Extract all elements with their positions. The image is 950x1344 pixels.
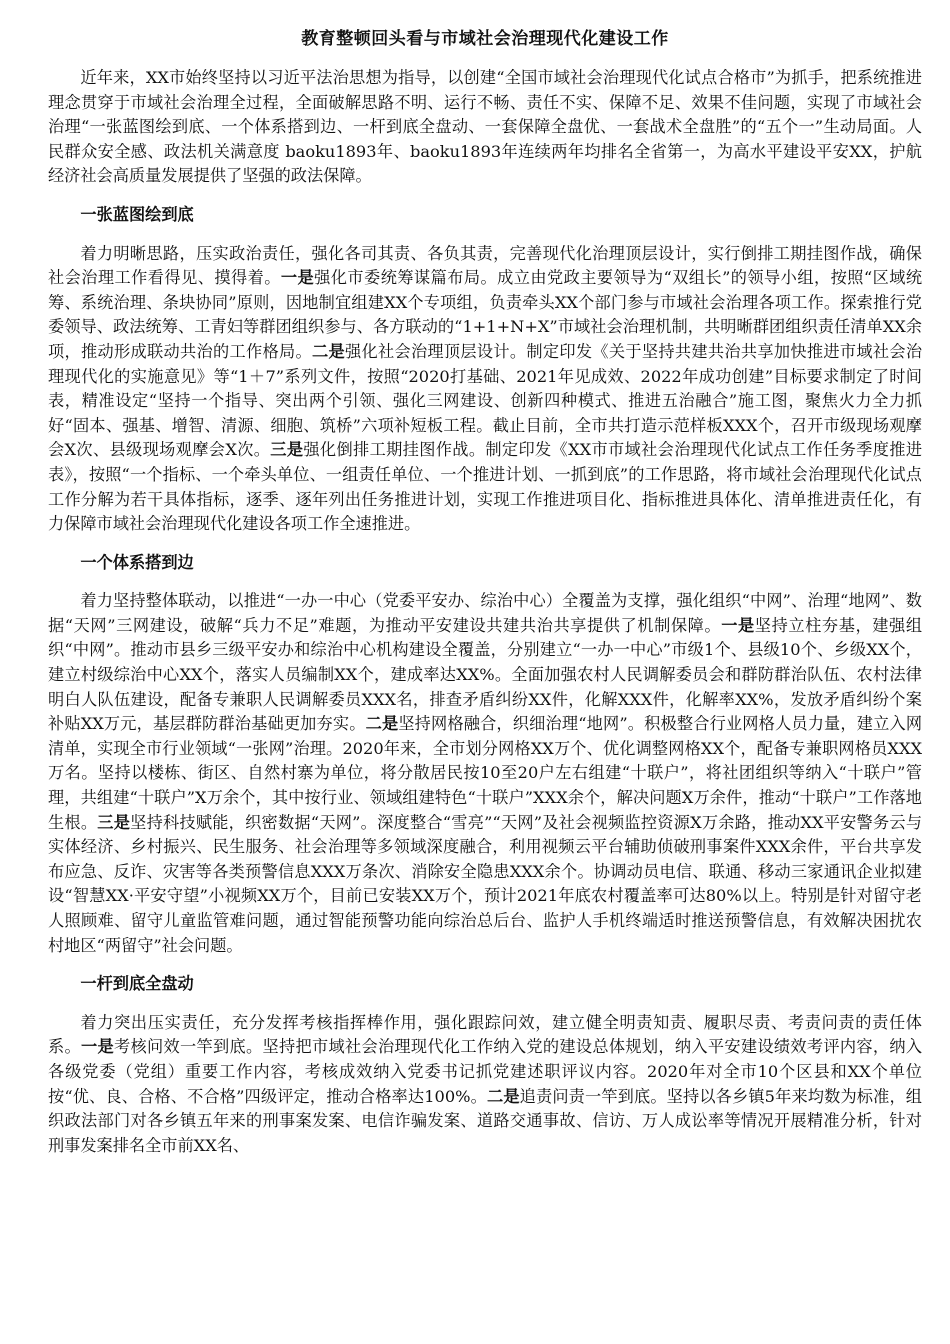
intro-paragraph: 近年来，XX市始终坚持以习近平法治思想为指导，以创建“全国市域社会治理现代化试点合格市”为抓手，把系统推进理念贯穿于市域社会治理全过程，全面破解思路不明、运行不畅、责任不实、保障不足、效果不佳问题，实现了市域社会治理“一张蓝图绘到底、一个体系搭到边、一杆到底全盘动、一套保障全盘优、一套战术全盘胜”的“五个一”生动局面。人民群众安全感、政法机关满意度 baoku1893年、baoku1893年连续两年均排名全省第一，为高水平建设平安XX，护航经济社会高质量发展提供了坚强的政法保障。 bbox=[48, 68, 922, 186]
item-marker: 二是 bbox=[311, 341, 345, 361]
section-paragraph bbox=[48, 1011, 922, 1159]
document-sections bbox=[48, 203, 922, 1158]
section-heading: 一张蓝图绘到底 bbox=[80, 204, 194, 224]
item-marker: 二是 bbox=[365, 714, 399, 734]
paragraph-text: 坚持网格融合，织细治理“地网”。积极整合行业网格人员力量，建立入网清单，实现全市行业领域“一张网”治理。2020年来，全市划分网格XX万个、优化调整网格XX个，配备专兼职网格员XXX万名。坚持以楼栋、街区、自然村寨为单位，将分散居民按10至20户左右组建“十联户”，将社团组织等纳入“十联户”管理，共组建“十联户”X万余个，其中按行业、领域组建特色“十联户”XXX余个，解决问题X万余件，推动“十联户”工作落地生根。 bbox=[48, 714, 923, 832]
paragraph-text: 追责问责一竿到底。坚持以各乡镇5年来均数为标准，组织政法部门对各乡镇五年来的刑事案发案、电信诈骗发案、道路交通事故、信访、万人成讼率等情况开展精准分析，针对刑事发案排名全市前XX名、 bbox=[48, 1086, 922, 1155]
section-paragraph bbox=[48, 589, 922, 958]
item-marker: 二是 bbox=[486, 1086, 520, 1106]
document-page bbox=[48, 0, 922, 1158]
item-marker: 三是 bbox=[97, 812, 131, 832]
section-paragraph bbox=[48, 242, 922, 537]
item-marker: 一是 bbox=[81, 1037, 114, 1057]
paragraph-text: 坚持科技赋能，织密数据“天网”。深度整合“雪亮”“天网”及社会视频监控资源X万余路，推动XX平安警务云与实体经济、乡村振兴、民生服务、社会治理等多领域深度融合，利用视频云平台辅助侦破刑事案件XXX余件，平台共享发布应急、反诈、灾害等各类预警信息XXX万条次、消除安全隐患XXX余个。协调动员电信、联通、移动三家通讯企业拟建设“智慧XX·平安守望”小视频XX万个，目前已安装XX万个，预计2021年底农村覆盖率可达80%以上。特别是针对留守老人照顾难、留守儿童监管难问题，通过智能预警功能向综治总后台、监护人手机终端适时推送预警信息，有效解决困扰农村地区“两留守”社会问题。 bbox=[48, 812, 923, 955]
section-heading: 一个体系搭到边 bbox=[80, 552, 194, 572]
document-title: 教育整顿回头看与市域社会治理现代化建设工作 bbox=[301, 29, 669, 49]
paragraph-text: 着力坚持整体联动，以推进“一办一中心（党委平安办、综治中心）全覆盖为支撑，强化组织“中网”、治理“地网”、数据“天网”三网建设，破解“兵力不足”难题，为推动平安建设共建共治共享提供了机制保障。 bbox=[48, 591, 922, 635]
paragraph-text: 着力明晰思路，压实政治责任，强化各司其责、各负其责，完善现代化治理顶层设计，实行倒排工期挂图作战，确保社会治理工作看得见、摸得着。 bbox=[48, 243, 922, 288]
paragraph-text: 着力突出压实责任，充分发挥考核指挥棒作用，强化跟踪问效，建立健全明责知责、履职尽责、考责问责的责任体系。 bbox=[48, 1012, 922, 1057]
paragraph-text: 强化倒排工期挂图作战。制定印发《XX市市域社会治理现代化试点工作任务季度推进表》，按照“一个指标、一个牵头单位、一组责任单位、一个推进计划、一抓到底”的工作思路，将市域社会治理现代化试点工作分解为若干具体指标，逐季、逐年列出任务推进计划，实现工作推进项目化、指标推进具体化、清单推进责任化，有力保障市域社会治理现代化建设各项工作全速推进。 bbox=[48, 440, 923, 534]
item-marker: 三是 bbox=[270, 440, 304, 460]
item-marker: 一是 bbox=[721, 615, 755, 635]
item-marker: 一是 bbox=[280, 268, 315, 288]
paragraph-text: 强化社会治理顶层设计。制定印发《关于坚持共建共治共享加快推进市域社会治理现代化的实施意见》等“1＋7”系列文件，按照“2020打基础、2021年见成效、2022年成功创建”目标要求制定了时间表，精准设定“坚持一个指导、突出两个引领、强化三网建设、创新四种模式、推进五治融合”施工图，聚焦火力全力抓好“固本、强基、增智、清源、细胞、筑桥”六项补短板工程。截止目前，全市共打造示范样板XXX个，召开市级现场观摩会X次、县级现场观摩会X次。 bbox=[48, 341, 923, 460]
section-heading: 一杆到底全盘动 bbox=[80, 974, 194, 994]
paragraph-text: 考核问效一竿到底。坚持把市域社会治理现代化工作纳入党的建设总体规划，纳入平安建设绩效考评内容，纳入各级党委（党组）重要工作内容，考核成效纳入党委书记抓党建述职评议内容。2020年对全市10个区县和XX个单位按“优、良、合格、不合格”四级评定，推动合格率达100%。 bbox=[48, 1037, 923, 1106]
paragraph-text: 强化市委统筹谋篇布局。成立由党政主要领导为“双组长”的领导小组，按照“区域统筹、系统治理、条块协同”原则，因地制宜组建XX个专项组，负责牵头XX个部门参与市域社会治理各项工作。探索推行党委领导、政法统筹、工青妇等群团组织参与、各方联动的“1+1+N+X”市域社会治理机制，共明晰群团组织责任清单XX余项，推动形成联动共治的工作格局。 bbox=[48, 268, 923, 361]
paragraph-text: 坚持立柱夯基，建强组织“中网”。推动市县乡三级平安办和综治中心机构建设全覆盖，分别建立“一办一中心”市级1个、县级10个、乡级XX个，建立村级综治中心XX个，落实人员编制XX个，建成率达XX%。全面加强农村人民调解委员会和群防群治队伍、农村法律明白人队伍建设，配备专兼职人民调解委员XXX名，排查矛盾纠纷XX件，化解XXX件，化解率XX%，发放矛盾纠纷个案补贴XX万元，基层群防群治基础更加夯实。 bbox=[48, 615, 923, 734]
